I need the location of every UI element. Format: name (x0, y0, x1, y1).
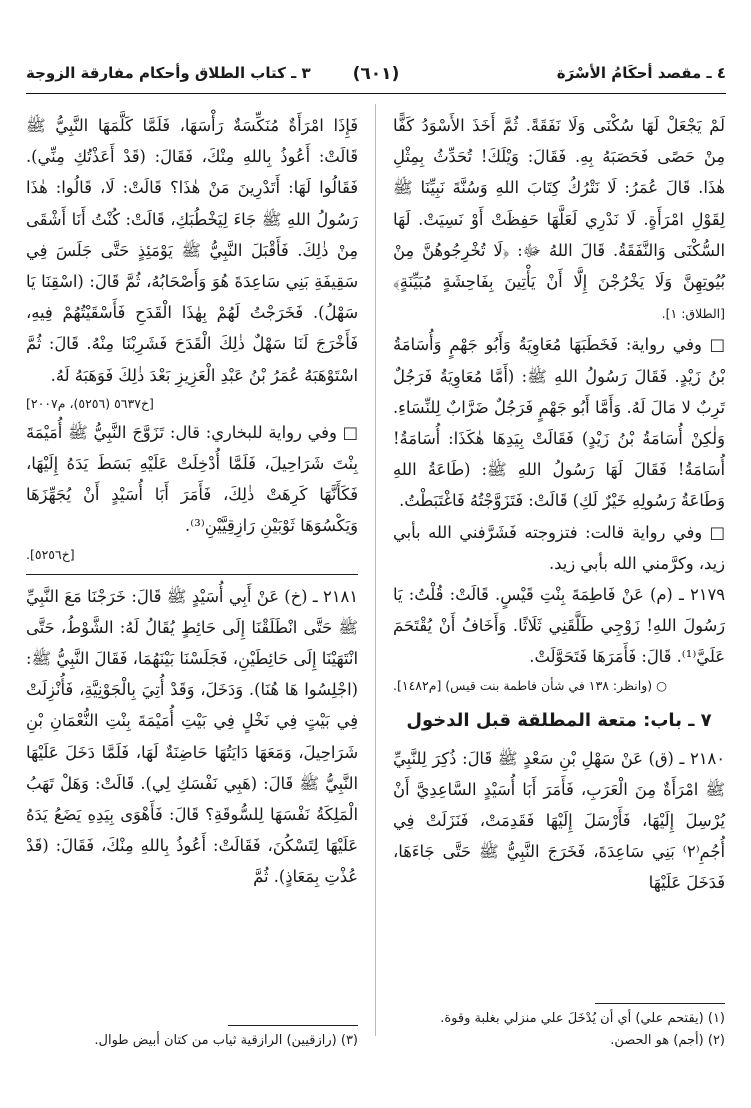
hadith-2180: ٢١٨٠ ـ (ق) عَنْ سَهْلِ بْنِ سَعْدٍ ﷺ قَالَ: ذُكِرَ لِلنَّبِيِّ ﷺ امْرَأَةٌ مِنَ الْعَرَبِ، فَأَمَرَ أَبَا أُسَيْدٍ السَّاعِدِيَّ أَنْ يُرْسِلَ إِلَيْهَا، فَأَرْسَلَ إِلَيْهَا فَقَدِمَتْ، فَنَزَلَتْ فِي أُجُمِ⁽٢⁾ بَنِي سَاعِدَةَ، فَخَرَجَ النَّبِيُّ ﷺ حَتَّى جَاءَهَا، فَدَخَلَ عَلَيْهَا (393, 748, 725, 893)
header-rule (26, 93, 726, 94)
column-divider (375, 104, 376, 1036)
footnotes-right (393, 1003, 725, 1052)
footnote-rule (228, 1025, 358, 1026)
hadith-continuation: فَإِذَا امْرَأَةٌ مُنَكِّسَةٌ رَأْسَهَا، فَلَمَّا كَلَّمَهَا النَّبِيُّ ﷺ قَالَتْ: أَعُوذُ بِاللهِ مِنْكَ، فَقَالَ: (قَدْ أَعَذْتُكِ مِنِّي). فَقَالُوا لَهَا: أَتَدْرِينَ مَنْ هٰذَا؟ قَالَتْ: لَا، قَالُوا: هٰذَا رَسُولُ اللهِ ﷺ جَاءَ لِيَخْطُبَكِ، قَالَتْ: كُنْتُ أَنَا أَشْقَى مِنْ ذٰلِكَ. فَأَقْبَلَ النَّبِيُّ ﷺ يَوْمَئِذٍ حَتَّى جَلَسَ فِي سَقِيفَةِ بَنِي سَاعِدَةَ هُوَ وَأَصْحَابُهُ، ثُمَّ قَالَ: (اسْقِنَا يَا سَهْلُ). فَخَرَجْتُ لَهُمْ بِهٰذَا الْقَدَحِ فَأَسْقَيْتُهُمْ فِيهِ، فَأَخْرَجَ لَنَا سَهْلٌ ذٰلِكَ الْقَدَحَ فَشَرِبْنَا مِنْهُ. قَالَ: ثُمَّ اسْتَوْهَبَهُ عُمَرُ بْنُ عَبْدِ الْعَزِيزِ بَعْدَ ذٰلِكَ فَوَهَبَهُ لَهُ. (26, 116, 358, 385)
footnote: (١) (يقتحم علي) أي أن يُدْخَلَ علي منزلي بغلبة وقوة. (440, 1011, 725, 1026)
page-header (26, 58, 726, 94)
narration-variant: □ وفي رواية قالت: فتزوجته فَشَرَّفني الله بأبي زيد، وكرَّمني الله بأبي زيد. (393, 522, 725, 573)
hadith-2179: ٢١٧٩ ـ (م) عَنْ فَاطِمَةَ بِنْتِ قَيْسٍ. قَالَتْ: قُلْتُ: يَا رَسُولَ اللهِ! زَوْجِي طَلَّقَنِي ثَلَاثًا. وَأَخَافُ أَنْ يُقْتَحَمَ عَلَيَّ⁽¹⁾. قَالَ: فَأَمَرَهَا فَتَحَوَّلَتْ. (393, 585, 725, 667)
hadith-2181: ٢١٨١ ـ (خ) عَنْ أَبِي أُسَيْدٍ ﷺ قَالَ: خَرَجْنَا مَعَ النَّبِيِّ ﷺ حَتَّى انْطَلَقْنَا إِلَى حَائِطٍ يُقَالُ لَهُ: الشَّوْطُ، حَتَّى انْتَهَيْنَا إِلَى حَائِطَيْنِ، فَجَلَسْنَا بَيْنَهُمَا، فَقَالَ النَّبِيُّ ﷺ: (اجْلِسُوا هَا هُنَا). وَدَخَلَ، وَقَدْ أُتِيَ بِالْجَوْنِيَّةِ، فَأُنْزِلَتْ فِي بَيْتٍ فِي نَخْلٍ فِي بَيْتِ أُمَيْمَةَ بِنْتِ النُّعْمَانِ بْنِ شَرَاحِيلَ، وَمَعَهَا دَايَتُهَا حَاضِنَةٌ لَهَا، فَلَمَّا دَخَلَ عَلَيْهَا النَّبِيُّ ﷺ قَالَ: (هَبِي نَفْسَكِ لِي). قَالَتْ: وَهَلْ تَهَبُ الْمَلِكَةُ نَفْسَهَا لِلسُّوقَةِ؟ قَالَ: فَأَهْوَى بِيَدِهِ يَضَعُ يَدَهُ عَلَيْهَا لِتَسْكُنَ، فَقَالَتْ: أَعُوذُ بِاللهِ مِنْكَ، فَقَالَ: (قَدْ عُذْتِ بِمَعَاذٍ). ثُمَّ (26, 586, 358, 887)
footnote: (٢) (أجم) هو الحصن. (610, 1033, 725, 1048)
narration-variant: □ وفي رواية للبخاري: قال: تَزَوَّجَ النَّبِيُّ ﷺ أُمَيْمَةَ بِنْتَ شَرَاحِيلَ، فَلَمَّا أُدْخِلَتْ عَلَيْهِ بَسَطَ يَدَهُ إِلَيْهَا، فَكَأَنَّهَا كَرِهَتْ ذٰلِكَ، فَأَمَرَ أَبَا أُسَيْدٍ أَنْ يُجَهِّزَهَا وَيَكْسُوَهَا ثَوْبَيْنِ رَازِقِيَّيْنِ⁽³⁾. (26, 422, 358, 536)
right-column (393, 110, 725, 899)
footnote: (٣) (رازقيين) الرازقية ثياب من كتان أبيض طوال. (94, 1033, 358, 1048)
hadith-text: لَمْ يَجْعَلْ لَهَا سُكْنَى وَلَا نَفَقَةً. ثُمَّ أَخَذَ الأَسْوَدُ كَفًّا مِنْ حَصًى فَحَصَبَهُ بِهِ. فَقَالَ: وَيْلَكَ! تُحَدِّثُ بِمِثْلِ هٰذَا. قَالَ عُمَرُ: لَا نَتْرُكُ كِتَابَ اللهِ وَسُنَّةَ نَبِيِّنَا ﷺ لِقَوْلِ امْرَأَةٍ. لَا نَدْرِي لَعَلَّهَا حَفِظَتْ أَوْ نَسِيَتْ. لَهَا السُّكْنَى وَالنَّفَقَةُ. قَالَ اللهُ ﷻ: ﴿لَا تُخْرِجُوهُنَّ مِنْ بُيُوتِهِنَّ وَلَا يَخْرُجْنَ إِلَّا أَنْ يَأْتِينَ بِفَاحِشَةٍ مُبَيِّنَةٍ﴾ (393, 116, 725, 292)
quran-citation: [الطلاق: ١]. (661, 306, 725, 322)
header-chapter-title: ٣ ـ كتاب الطلاق وأحكام مفارقة الزوجة (26, 64, 311, 82)
hadith-citation: ○ (وانظر: ١٣٨ في شأن فاطمة بنت قيس) [م١٤٨٢]. (393, 677, 668, 693)
left-column (26, 110, 358, 893)
page-number: (٦٠١) (352, 64, 400, 84)
chapter-heading: ٧ ـ باب: متعة المطلقة قبل الدخول (406, 709, 712, 731)
section-separator (26, 574, 358, 575)
header-section-title: ٤ ـ مقصد أحكَامُ الأسْرَة (556, 64, 726, 82)
hadith-continuation (393, 110, 725, 329)
narration-variant: □ وفي رواية: فَخَطَبَهَا مُعَاوِيَةُ وَأَبُو جَهْمٍ وَأُسَامَةُ بْنُ زَيْدٍ. فَقَالَ رَسُولُ اللهِ ﷺ: (أَمَّا مُعَاوِيَةُ فَرَجُلٌ تَرِبٌ لا مَالَ لَهُ. وَأَمَّا أَبُو جَهْمٍ فَرَجُلٌ ضَرَّابٌ لِلنِّسَاءِ. وَلٰكِنْ أُسَامَةُ بْنُ زَيْدٍ) فَقَالَتْ بِيَدِهَا هٰكَذَا: أُسَامَةُ! أُسَامَةُ! فَقَالَ لَهَا رَسُولُ اللهِ ﷺ: (طَاعَةُ اللهِ وَطَاعَةُ رَسُولِهِ خَيْرٌ لَكِ) قَالَتْ: فَتَزَوَّجْتُهُ فَاغْتَبَطْتُ. (393, 335, 725, 511)
hadith-citation: [خ٥٦٣٧ (٥٢٥٦)، م٢٠٠٧] (26, 395, 154, 411)
hadith-citation: [خ٥٢٥٦]. (26, 546, 75, 562)
footnote-rule (595, 1003, 725, 1004)
footnotes-left (26, 1025, 358, 1052)
